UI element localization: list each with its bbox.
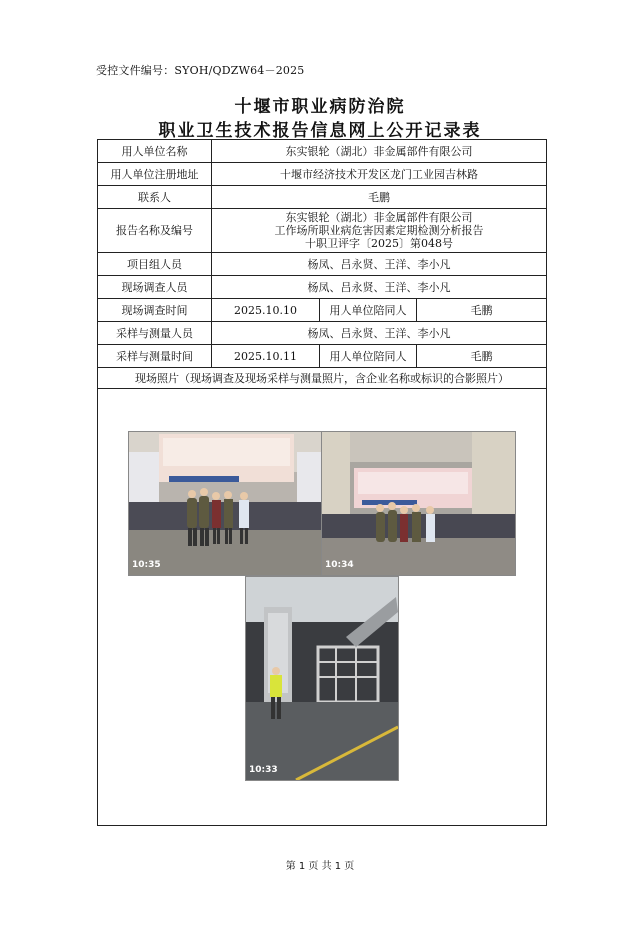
disclosure-form-table (97, 139, 547, 826)
group-photo-image (129, 432, 322, 575)
report-number: 十职卫评字〔2025〕第048号 (305, 237, 453, 250)
row-survey-staff (98, 276, 547, 299)
survey-staff-label: 现场调查人员 (98, 276, 212, 299)
employer-value: 东实银轮（湖北）非金属部件有限公司 (212, 140, 547, 163)
row-photos (98, 389, 547, 826)
report-value (212, 209, 547, 253)
contact-value: 毛鹏 (212, 186, 547, 209)
team-label: 项目组人员 (98, 253, 212, 276)
employer-label: 用人单位名称 (98, 140, 212, 163)
contact-label: 联系人 (98, 186, 212, 209)
team-value: 杨凤、吕永贤、王洋、李小凡 (212, 253, 547, 276)
photos-caption: 现场照片（现场调查及现场采样与测量照片，含企业名称或标识的合影照片） (98, 368, 547, 389)
row-photos-caption (98, 368, 547, 389)
row-team (98, 253, 547, 276)
institution-title: 十堰市职业病防治院 (234, 97, 406, 117)
group-photo-image (322, 432, 515, 575)
row-report (98, 209, 547, 253)
survey-time-label: 现场调查时间 (98, 299, 212, 322)
sampling-time-value: 2025.10.11 (212, 345, 320, 368)
photo-timestamp: 10:35 (132, 560, 161, 570)
escort2-label: 用人单位陪同人 (320, 345, 417, 368)
escort-label: 用人单位陪同人 (320, 299, 417, 322)
site-photo-sampling (245, 576, 399, 781)
row-employer (98, 140, 547, 163)
site-photo-group-2 (321, 431, 516, 576)
escort-value: 毛鹏 (417, 299, 547, 322)
report-name-line2: 工作场所职业病危害因素定期检测分析报告 (274, 224, 484, 237)
sampling-photo-image (246, 577, 398, 780)
form-title: 职业卫生技术报告信息网上公开记录表 (158, 121, 482, 141)
sampling-staff-label: 采样与测量人员 (98, 322, 212, 345)
site-photo-group-1 (128, 431, 323, 576)
report-name-line1: 东实银轮（湖北）非金属部件有限公司 (285, 211, 473, 224)
page-footer: 第 1 页 共 1 页 (285, 861, 355, 872)
sampling-staff-value: 杨凤、吕永贤、王洋、李小凡 (212, 322, 547, 345)
address-value: 十堰市经济技术开发区龙门工业园吉林路 (212, 163, 547, 186)
document-control-number: 受控文件编号：SYOH/QDZW64－2025 (96, 64, 305, 77)
survey-time-value: 2025.10.10 (212, 299, 320, 322)
sampling-time-label: 采样与测量时间 (98, 345, 212, 368)
row-contact (98, 186, 547, 209)
report-label: 报告名称及编号 (98, 209, 212, 253)
escort2-value: 毛鹏 (417, 345, 547, 368)
survey-staff-value: 杨凤、吕永贤、王洋、李小凡 (212, 276, 547, 299)
photo-timestamp: 10:33 (249, 765, 278, 775)
photos-area (98, 389, 547, 826)
row-sampling-staff (98, 322, 547, 345)
address-label: 用人单位注册地址 (98, 163, 212, 186)
row-sampling-time (98, 345, 547, 368)
photo-timestamp: 10:34 (325, 560, 354, 570)
row-address (98, 163, 547, 186)
row-survey-time (98, 299, 547, 322)
